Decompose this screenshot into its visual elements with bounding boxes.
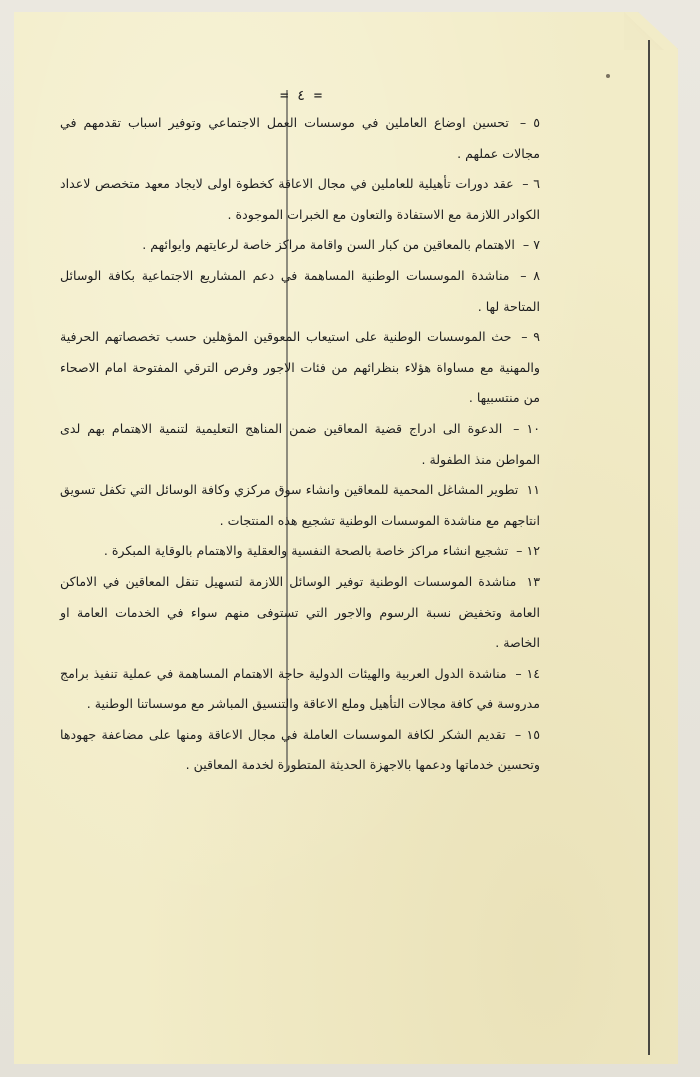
item-number: ٨ – (520, 267, 540, 283)
item-number: ٩ – (521, 329, 540, 345)
item-number: ٥ – (519, 115, 540, 130)
item-number: ١٥ – (514, 726, 540, 742)
recommendation-11 (60, 475, 540, 536)
recommendation-15 (60, 720, 540, 781)
item-number: ١١ (526, 482, 540, 498)
item-number: ١٣ (526, 573, 540, 589)
item-text: الاهتمام بالمعاقين من كبار السن واقامة مراكز خاصة لرعايتهم وايوائهم . (142, 237, 515, 253)
recommendation-5 (60, 108, 540, 169)
item-number: ١٤ – (515, 665, 541, 681)
item-number: ١٢ – (516, 543, 540, 559)
item-text: حث الموسسات الوطنية على استيعاب المعوقين المؤهلين حسب تخصصاتهم الحرفية والمهنية مع مساواة هؤلاء بنظرائهم من فئات الاجور وفرص الترقي المفتوحة امام الاصحاء من منتسبيها . (60, 329, 540, 406)
item-text: تطوير المشاغل المحمية للمعاقين وانشاء سوق مركزي وكافة الوسائل التي تكفل تسويق انتاجهم مع مناشدة الموسسات الوطنية تشجيع هذه المنتجات . (60, 482, 540, 528)
item-text: الدعوة الى ادراج قضية المعاقين ضمن المناهج التعليمية لتنمية الاهتمام بهم لدى المواطن منذ الطفولة . (60, 420, 540, 467)
item-number: ٦ – (522, 176, 540, 192)
item-text: تقديم الشكر لكافة الموسسات العاملة في مجال الاعاقة ومنها على مضاعفة جهودها وتحسين خدماتها ودعمها بالاجهزة الحديثة المتطورة لخدمة المعاقين . (60, 726, 540, 773)
recommendation-12 (60, 536, 540, 567)
recommendation-10 (60, 414, 540, 475)
item-text: مناشدة الدول العربية والهيئات الدولية حاجة الاهتمام المساهمة في عملية تنفيذ برامج مدروسة في كافة مجالات التأهيل وملع الاعاقة والتنسيق المباشر مع موسساتنا الوطنية . (60, 665, 540, 712)
recommendation-7 (60, 230, 540, 261)
item-text: مناشدة الموسسات الوطنية توفير الوسائل اللازمة لتسهيل تنقل المعاقين في الاماكن العامة وتخفيض نسبة الرسوم والاجور التي تستوفى منهم سواء في الخدمات العامة او الخاصة . (60, 573, 540, 651)
item-number: ٧ – (522, 237, 540, 253)
recommendation-9 (60, 322, 540, 414)
right-margin-line (648, 40, 650, 1055)
page-number: = ٤ = (280, 88, 323, 104)
recommendations-list (60, 108, 540, 781)
recommendation-6 (60, 169, 540, 230)
recommendation-14 (60, 659, 540, 720)
recommendation-8 (60, 261, 540, 322)
item-text: عقد دورات تأهيلية للعاملين في مجال الاعاقة كخطوة اولى لايجاد معهد متخصص لاعداد الكوادر اللازمة مع الاستفادة والتعاون مع الخبرات الموجودة . (60, 176, 540, 222)
item-text: تشجيع انشاء مراكز خاصة بالصحة النفسية والعقلية والاهتمام بالوقاية المبكرة . (103, 543, 509, 559)
item-text: تحسين اوضاع العاملين في موسسات العمل الاجتماعي وتوفير اسباب تقدمهم في مجالات عملهم . (60, 115, 540, 161)
item-number: ١٠ – (513, 420, 540, 436)
ink-spot (606, 74, 610, 78)
item-text: مناشدة الموسسات الوطنية المساهمة في دعم المشاريع الاجتماعية بكافة الوسائل المتاحة لها . (60, 267, 540, 314)
recommendation-13 (60, 567, 540, 659)
